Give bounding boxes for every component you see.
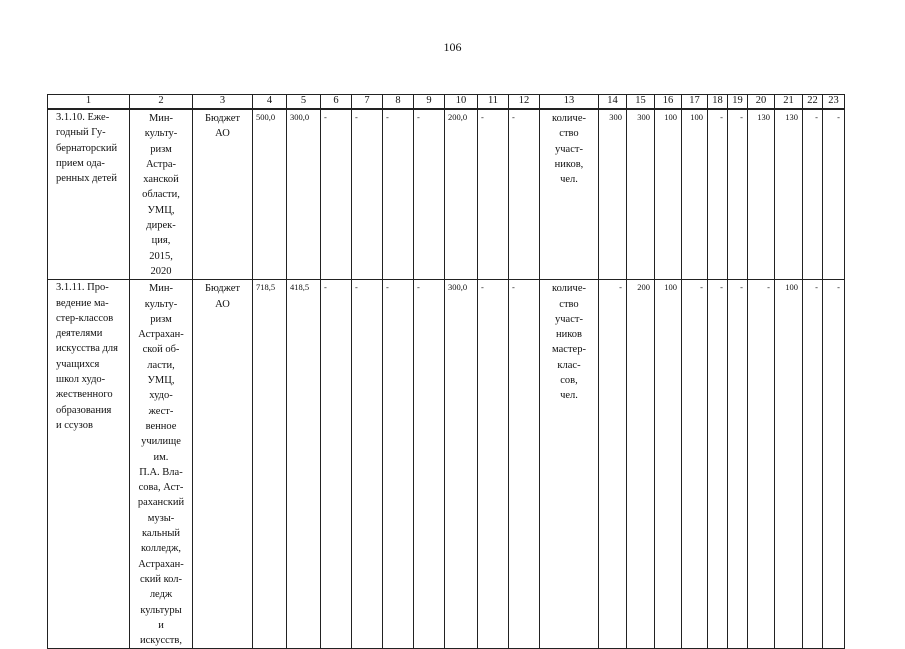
table-cell-col-6: - (321, 280, 352, 649)
table-cell-col-17: 100 (682, 109, 708, 280)
header-cell-10: 10 (445, 95, 478, 110)
header-cell-5: 5 (287, 95, 321, 110)
header-cell-4: 4 (253, 95, 287, 110)
table-cell-col-12: - (509, 109, 540, 280)
header-cell-8: 8 (383, 95, 414, 110)
header-cell-23: 23 (823, 95, 845, 110)
table-cell-col-21: 130 (775, 109, 803, 280)
header-cell-18: 18 (708, 95, 728, 110)
table-cell-col-3: Бюджет АО (193, 109, 253, 280)
table-cell-col-20: - (748, 280, 775, 649)
table-cell-col-8: - (383, 109, 414, 280)
header-cell-21: 21 (775, 95, 803, 110)
header-cell-19: 19 (728, 95, 748, 110)
table-cell-col-9: - (414, 280, 445, 649)
table-body (48, 95, 845, 649)
header-cell-2: 2 (130, 95, 193, 110)
header-cell-16: 16 (655, 95, 682, 110)
table-cell-col-3: Бюджет АО (193, 280, 253, 649)
table-cell-col-2: Мин- культу- ризм Астра- ханской области, УМЦ, дирек- ция, 2015, 2020 (130, 109, 193, 280)
table-cell-col-8: - (383, 280, 414, 649)
table-row (48, 280, 845, 649)
table-cell-col-2: Мин- культу- ризм Астрахан- ской об- ласти, УМЦ, худо- жест- венное училище им. П.А. Вла- сова, Аст- раханский музы- кальный колледж, Астрахан- ский кол- ледж культуры и искусств, (130, 280, 193, 649)
table-cell-col-6: - (321, 109, 352, 280)
header-cell-9: 9 (414, 95, 445, 110)
table-row (48, 109, 845, 280)
table-cell-col-20: 130 (748, 109, 775, 280)
table-cell-col-18: - (708, 280, 728, 649)
table-cell-col-10: 300,0 (445, 280, 478, 649)
table-cell-col-18: - (708, 109, 728, 280)
table-cell-col-4: 718,5 (253, 280, 287, 649)
table-cell-col-1: 3.1.10. Еже- годный Гу- бернаторский прием ода- ренных детей (48, 109, 130, 280)
header-cell-17: 17 (682, 95, 708, 110)
table-cell-col-22: - (803, 280, 823, 649)
header-cell-12: 12 (509, 95, 540, 110)
budget-table (47, 94, 845, 649)
header-cell-7: 7 (352, 95, 383, 110)
table-cell-col-12: - (509, 280, 540, 649)
table-cell-col-21: 100 (775, 280, 803, 649)
table-cell-col-22: - (803, 109, 823, 280)
table-cell-col-7: - (352, 109, 383, 280)
header-cell-11: 11 (478, 95, 509, 110)
table-cell-col-19: - (728, 280, 748, 649)
header-cell-15: 15 (627, 95, 655, 110)
table-cell-col-16: 100 (655, 280, 682, 649)
table-cell-col-5: 300,0 (287, 109, 321, 280)
table-cell-col-23: - (823, 109, 845, 280)
table-cell-col-10: 200,0 (445, 109, 478, 280)
table-cell-col-16: 100 (655, 109, 682, 280)
page-number: 106 (443, 40, 462, 54)
table-cell-col-23: - (823, 280, 845, 649)
table-cell-col-14: 300 (599, 109, 627, 280)
table-cell-col-4: 500,0 (253, 109, 287, 280)
header-cell-22: 22 (803, 95, 823, 110)
table-cell-col-13: количе- ство участ- ников, чел. (540, 109, 599, 280)
header-cell-3: 3 (193, 95, 253, 110)
header-cell-1: 1 (48, 95, 130, 110)
header-row (48, 95, 845, 110)
table-cell-col-1: 3.1.11. Про- ведение ма- стер-классов деятелями искусства для учащихся школ худо- жественного образования и ссузов (48, 280, 130, 649)
table-cell-col-14: - (599, 280, 627, 649)
header-cell-13: 13 (540, 95, 599, 110)
table-cell-col-5: 418,5 (287, 280, 321, 649)
table-cell-col-7: - (352, 280, 383, 649)
header-cell-14: 14 (599, 95, 627, 110)
table-cell-col-15: 200 (627, 280, 655, 649)
table-cell-col-13: количе- ство участ- ников мастер- клас- сов, чел. (540, 280, 599, 649)
table-cell-col-11: - (478, 109, 509, 280)
header-cell-6: 6 (321, 95, 352, 110)
table-cell-col-19: - (728, 109, 748, 280)
table-cell-col-15: 300 (627, 109, 655, 280)
table-cell-col-9: - (414, 109, 445, 280)
header-cell-20: 20 (748, 95, 775, 110)
table-cell-col-17: - (682, 280, 708, 649)
table-cell-col-11: - (478, 280, 509, 649)
